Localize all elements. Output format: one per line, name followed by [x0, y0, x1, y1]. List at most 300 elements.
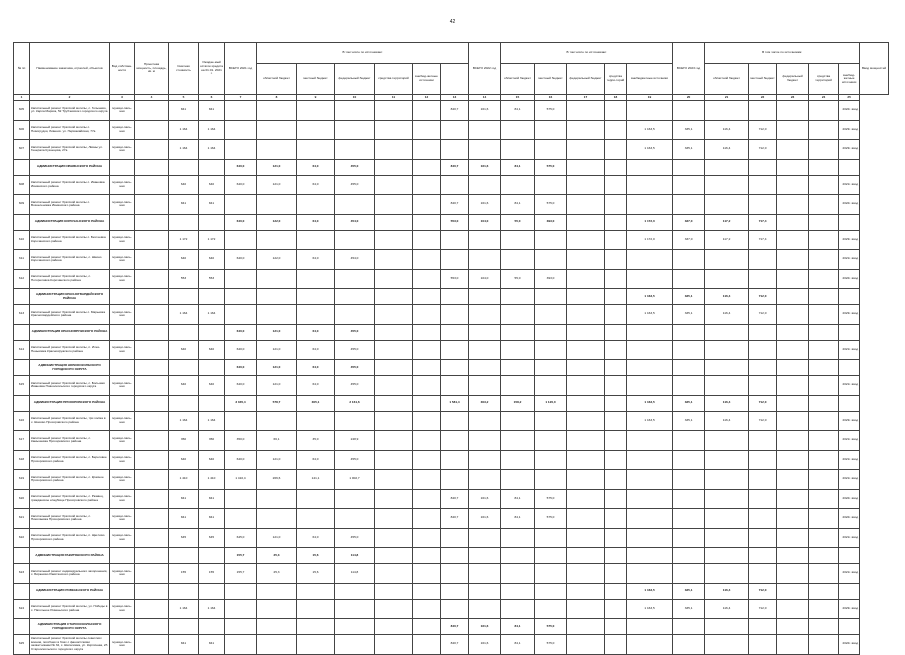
cell-c21 [705, 548, 749, 564]
cell-no: 620 [14, 489, 30, 509]
cell-c8: 122,0 [257, 214, 297, 230]
cell-c21 [705, 195, 749, 215]
cell-c23 [777, 230, 809, 250]
cell-c21: 116,4 [705, 599, 749, 619]
cell-c15: 158,2 [501, 395, 535, 411]
cell-c14: 161,6 [469, 509, 501, 529]
cell-name: Капитальный ремонт братской могилы, с. Ржавец, гражданское кладбище Прохоровского района [30, 489, 110, 509]
col-offbudget-2022: внебюджетные источники [627, 64, 673, 95]
cell-c7: 640,0 [225, 360, 257, 376]
cell-cost: 350 [169, 431, 199, 451]
cell-c15 [501, 230, 535, 250]
cell-c8 [257, 619, 297, 635]
cell-c14: 104,0 [469, 214, 501, 230]
cell-c13 [441, 120, 469, 140]
cell-c15 [501, 528, 535, 548]
cell-name: Капитальный ремонт братской могилы, с. Красное Прохоровского района [30, 470, 110, 490]
cell-c11 [375, 509, 413, 529]
cell-c19 [627, 470, 673, 490]
cell-c21 [705, 564, 749, 584]
cell-c15: 55,0 [501, 269, 535, 289]
cell-c20 [673, 635, 705, 655]
cell-c21: 116,4 [705, 140, 749, 160]
cell-c19 [627, 195, 673, 215]
cell-c20 [673, 250, 705, 270]
cell-c18 [605, 431, 627, 451]
cell-c18 [605, 324, 627, 340]
cell-c10 [335, 509, 375, 529]
cell-c23 [777, 250, 809, 270]
cell-own [110, 289, 135, 305]
cell-c20: 335,1 [673, 599, 705, 619]
cell-c14 [469, 360, 501, 376]
cell-c20 [673, 340, 705, 360]
cell-c13 [441, 411, 469, 431]
cell-no: 614 [14, 340, 30, 360]
col-local-2021: местный бюджет [297, 64, 335, 95]
cell-c25: 2021г. ввод [839, 250, 860, 270]
cell-c19 [627, 509, 673, 529]
cell-c22 [749, 528, 777, 548]
cell-c16: 575,0 [535, 159, 567, 175]
cell-c18 [605, 250, 627, 270]
cell-c12 [413, 195, 441, 215]
col-remaining-header: Ожидае-мый остаток кредита на 01.01. 2021 г. [199, 43, 225, 95]
cell-c8: 121,0 [257, 324, 297, 340]
cell-c12 [413, 509, 441, 529]
cell-c15 [501, 583, 535, 599]
cell-c22 [749, 324, 777, 340]
cell-c16 [535, 305, 567, 325]
cell-own: муници-паль-ная [110, 269, 135, 289]
cell-c10: 455,0 [335, 450, 375, 470]
cell-c23 [777, 509, 809, 529]
cell-c10: 114,8 [335, 564, 375, 584]
cell-cap [135, 289, 169, 305]
cell-c14 [469, 175, 501, 195]
cell-c23 [777, 324, 809, 340]
cell-c8: 121,0 [257, 159, 297, 175]
cell-c22: 717,4 [749, 230, 777, 250]
cell-cost: 841 [169, 489, 199, 509]
cell-own: муници-паль-ная [110, 250, 135, 270]
cell-c24 [809, 289, 839, 305]
cell-c14: 161,6 [469, 195, 501, 215]
cell-c21 [705, 489, 749, 509]
cell-c11 [375, 289, 413, 305]
cell-own [110, 324, 135, 340]
cell-name: Капитальный ремонт братской могилы с. Бехтеевка Корочанского района [30, 230, 110, 250]
cell-c20 [673, 175, 705, 195]
cell-c23 [777, 360, 809, 376]
cell-c15 [501, 140, 535, 160]
cell-c14 [469, 230, 501, 250]
cell-c17 [567, 395, 605, 411]
cell-c10 [335, 269, 375, 289]
cell-c25: 2022г. ввод [839, 635, 860, 655]
cell-name: Капитальный ремонт братской могилы, ул. Победы в с. Нагольное Ровеньского района [30, 599, 110, 619]
cell-no: 619 [14, 470, 30, 490]
column-index: 11 [375, 95, 413, 101]
cell-c21: 116,4 [705, 305, 749, 325]
cell-c13 [441, 470, 469, 490]
cell-c15: 84,1 [501, 159, 535, 175]
table-row [14, 489, 889, 509]
cell-rem: 553 [199, 269, 225, 289]
cell-c13 [441, 564, 469, 584]
col-cost-header: Сметная стоимость [169, 43, 199, 95]
cell-c21: 116,4 [705, 120, 749, 140]
col-federal-2021: федеральный бюджет [335, 64, 375, 95]
cell-name: АДМИНИСТРАЦИЯ ИВНЯНСКОГО РАЙОНА [30, 159, 110, 175]
cell-c15 [501, 324, 535, 340]
cell-c24 [809, 509, 839, 529]
cell-c24 [809, 230, 839, 250]
cell-c17 [567, 548, 605, 564]
cell-c20 [673, 376, 705, 396]
cell-c9: 141,1 [297, 470, 335, 490]
cell-c22: 712,0 [749, 583, 777, 599]
table-row [14, 376, 889, 396]
cell-c24 [809, 564, 839, 584]
cell-c10: 248,9 [335, 431, 375, 451]
cell-c10 [335, 599, 375, 619]
cell-c20: 335,1 [673, 120, 705, 140]
cell-rem: 841 [199, 489, 225, 509]
cell-c24 [809, 269, 839, 289]
cell-own: муници-паль-ная [110, 175, 135, 195]
cell-c12 [413, 583, 441, 599]
cell-c23 [777, 599, 809, 619]
cell-c23 [777, 376, 809, 396]
cell-cost [169, 548, 199, 564]
cell-c19 [627, 564, 673, 584]
cell-c18 [605, 564, 627, 584]
cell-c25: 2021г. ввод [839, 376, 860, 396]
cell-c8 [257, 269, 297, 289]
cell-cap [135, 305, 169, 325]
cell-c18 [605, 214, 627, 230]
cell-c15 [501, 470, 535, 490]
cell-c17 [567, 250, 605, 270]
cell-c16 [535, 340, 567, 360]
cell-c16 [535, 376, 567, 396]
cell-c8 [257, 120, 297, 140]
cell-c10: 455,0 [335, 360, 375, 376]
cell-c25: 2021г. ввод [839, 175, 860, 195]
cell-c12 [413, 140, 441, 160]
cell-c9 [297, 195, 335, 215]
cell-c24 [809, 159, 839, 175]
cell-c25: 2023г. ввод [839, 305, 860, 325]
cell-c14 [469, 528, 501, 548]
cell-name: Капитальный ремонт братской могилы, три холма в х. Шахово Прохоровского района [30, 411, 110, 431]
cell-cap [135, 340, 169, 360]
cell-cost [169, 395, 199, 411]
cell-c12 [413, 470, 441, 490]
cell-c13 [441, 175, 469, 195]
cell-name: Капитальный ремонт индивидуального захоронения, с. Бирюково Ракитянского района [30, 564, 110, 584]
cell-c16 [535, 230, 567, 250]
col-federal-2022: федеральный бюджет [567, 64, 605, 95]
cell-c21 [705, 360, 749, 376]
cell-cap [135, 376, 169, 396]
cell-c13: 840,7 [441, 101, 469, 121]
cell-own: муници-паль-ная [110, 411, 135, 431]
cell-cap [135, 269, 169, 289]
cell-c20 [673, 489, 705, 509]
cell-c24 [809, 599, 839, 619]
cell-c17 [567, 324, 605, 340]
cell-no: 615 [14, 376, 30, 396]
cell-name: Капитальный ремонт братской могилы с. Новогрудки, Ливенск. ул. Первомайская, 77а [30, 120, 110, 140]
cell-c22 [749, 376, 777, 396]
cell-no: 610 [14, 230, 30, 250]
cell-cost [169, 619, 199, 635]
cell-c18 [605, 340, 627, 360]
cell-c16 [535, 289, 567, 305]
cell-c13 [441, 431, 469, 451]
cell-c14 [469, 411, 501, 431]
cell-c12 [413, 548, 441, 564]
cell-c15: 84,1 [501, 101, 535, 121]
cell-no: 621 [14, 509, 30, 529]
cell-c9: 15,6 [297, 548, 335, 564]
cell-c7 [225, 635, 257, 655]
cell-c14 [469, 599, 501, 619]
cell-c11 [375, 411, 413, 431]
cell-c19: 1 163,5 [627, 583, 673, 599]
cell-rem: 1 164 [199, 411, 225, 431]
table-row [14, 470, 889, 490]
cell-c24 [809, 431, 839, 451]
cell-c10 [335, 289, 375, 305]
cell-c16 [535, 431, 567, 451]
cell-c19: 1 163,5 [627, 120, 673, 140]
cell-c16: 575,0 [535, 195, 567, 215]
cell-c18 [605, 120, 627, 140]
cell-c11 [375, 120, 413, 140]
cell-c8 [257, 489, 297, 509]
cell-c22 [749, 340, 777, 360]
column-index: 15 [501, 95, 535, 101]
cell-c13: 1 581,4 [441, 395, 469, 411]
cell-no: 624 [14, 599, 30, 619]
cell-c7 [225, 289, 257, 305]
cell-c13: 840,7 [441, 509, 469, 529]
cell-c16 [535, 360, 567, 376]
column-index: 4 [135, 95, 169, 101]
cell-cap [135, 509, 169, 529]
cell-c13 [441, 324, 469, 340]
cell-c25 [839, 289, 860, 305]
cell-c18 [605, 195, 627, 215]
cell-c12 [413, 411, 441, 431]
cell-c17 [567, 450, 605, 470]
cell-c15 [501, 289, 535, 305]
cell-no: 617 [14, 431, 30, 451]
cell-cost [169, 289, 199, 305]
cell-c19 [627, 635, 673, 655]
cell-cost: 1 164 [169, 140, 199, 160]
table-row [14, 564, 889, 584]
cell-c25: 2022г. ввод [839, 269, 860, 289]
cell-c10 [335, 635, 375, 655]
cell-no: 608 [14, 175, 30, 195]
cell-c7 [225, 269, 257, 289]
cell-c11 [375, 340, 413, 360]
cell-own: муници-паль-ная [110, 564, 135, 584]
cell-c14 [469, 450, 501, 470]
cell-c11 [375, 470, 413, 490]
cell-c10: 455,0 [335, 376, 375, 396]
column-index: 24 [809, 95, 839, 101]
cell-c23 [777, 528, 809, 548]
cell-c14: 104,0 [469, 269, 501, 289]
cell-c11 [375, 214, 413, 230]
cell-c9: 64,0 [297, 159, 335, 175]
cell-own: муници-паль-ная [110, 470, 135, 490]
cell-c8 [257, 101, 297, 121]
cell-c16 [535, 120, 567, 140]
cell-c11 [375, 269, 413, 289]
cell-c21: 116,4 [705, 583, 749, 599]
cell-c16 [535, 411, 567, 431]
cell-c19 [627, 269, 673, 289]
cell-c8: 66,1 [257, 431, 297, 451]
table-row [14, 305, 889, 325]
cell-c11 [375, 431, 413, 451]
cell-c13 [441, 528, 469, 548]
cell-c13 [441, 289, 469, 305]
cell-c11 [375, 583, 413, 599]
cell-c11 [375, 528, 413, 548]
column-index: 7 [225, 95, 257, 101]
cell-c10: 114,8 [335, 548, 375, 564]
cell-c19 [627, 250, 673, 270]
cell-own [110, 395, 135, 411]
cell-c9 [297, 599, 335, 619]
cell-own: муници-паль-ная [110, 528, 135, 548]
cell-cap [135, 195, 169, 215]
cell-cost: 640 [169, 450, 199, 470]
cell-c9: 64,0 [297, 360, 335, 376]
cell-no: 623 [14, 564, 30, 584]
cell-c14: 161,6 [469, 101, 501, 121]
cell-c11 [375, 159, 413, 175]
cell-c20 [673, 324, 705, 340]
cell-c10 [335, 619, 375, 635]
cell-c9 [297, 583, 335, 599]
cell-no [14, 395, 30, 411]
cell-c19 [627, 489, 673, 509]
cell-c22 [749, 269, 777, 289]
cell-c9: 64,0 [297, 175, 335, 195]
cell-cap [135, 470, 169, 490]
cell-rem: 1 164 [199, 120, 225, 140]
col-territorial-2022: средства терри-торий [605, 64, 627, 95]
cell-cap [135, 250, 169, 270]
cell-c10: 455,0 [335, 159, 375, 175]
cell-c20: 335,1 [673, 583, 705, 599]
cell-name: Капитальный ремонт братской могилы с. Ивановка Ивнянского района [30, 175, 110, 195]
cell-c25 [839, 619, 860, 635]
cell-c14 [469, 340, 501, 360]
cell-c7: 640,0 [225, 376, 257, 396]
cell-cost: 1 164 [169, 120, 199, 140]
col-name-header: Наименование заказчика, отраслей, объектов [30, 43, 110, 95]
cell-name: Капитальный ремонт братской могилы, с. Шеино Корочанского района [30, 250, 110, 270]
cell-c9: 64,0 [297, 324, 335, 340]
cell-rem [199, 548, 225, 564]
cell-c24 [809, 376, 839, 396]
cell-c15: 84,1 [501, 619, 535, 635]
cell-c19 [627, 159, 673, 175]
cell-c13: 840,7 [441, 159, 469, 175]
cell-name: АДМИНИСТРАЦИЯ ПРОХОРОВСКОГО РАЙОНА [30, 395, 110, 411]
cell-c19 [627, 360, 673, 376]
cell-c14: 161,6 [469, 489, 501, 509]
cell-cap [135, 175, 169, 195]
cell-c17 [567, 289, 605, 305]
column-index: 17 [567, 95, 605, 101]
cell-c23 [777, 489, 809, 509]
sources-2023-header: В том числе по источникам: [705, 43, 860, 64]
cell-c10 [335, 140, 375, 160]
cell-c10: 455,0 [335, 528, 375, 548]
cell-c17 [567, 214, 605, 230]
cell-c10: 454,0 [335, 250, 375, 270]
cell-c17 [567, 470, 605, 490]
cell-c24 [809, 175, 839, 195]
cell-c13: 553,0 [441, 269, 469, 289]
cell-c17 [567, 175, 605, 195]
cell-c23 [777, 548, 809, 564]
cell-c11 [375, 250, 413, 270]
cell-c25: 2023г. ввод [839, 140, 860, 160]
cell-c9 [297, 101, 335, 121]
cell-name: Капитальный ремонт братской могилы, Ливны ул. Генерала Кузнецова, 27а [30, 140, 110, 160]
cell-c9: 64,0 [297, 450, 335, 470]
cell-cap [135, 230, 169, 250]
cell-c15: 84,1 [501, 509, 535, 529]
cell-cost [169, 360, 199, 376]
col-regional-2023: областной бюджет [705, 64, 749, 95]
cell-c15 [501, 548, 535, 564]
column-index: 6 [199, 95, 225, 101]
cell-c11 [375, 230, 413, 250]
sources-2021-header: В том числе по источникам: [257, 43, 469, 64]
cell-c8 [257, 635, 297, 655]
cell-c8: 121,0 [257, 528, 297, 548]
cell-c17 [567, 599, 605, 619]
cell-c21: 116,4 [705, 411, 749, 431]
cell-rem: 841 [199, 635, 225, 655]
section-row [14, 324, 889, 340]
cell-c11 [375, 195, 413, 215]
cell-rem [199, 214, 225, 230]
cell-c12 [413, 289, 441, 305]
cell-c16 [535, 599, 567, 619]
table-row [14, 195, 889, 215]
cell-c18 [605, 395, 627, 411]
cell-c22 [749, 470, 777, 490]
col-input-year-header: Ввод мощностей [860, 43, 889, 95]
col-offbudget-2023: внебюд-жетные источники [839, 64, 860, 95]
section-row [14, 289, 889, 305]
column-index: 1 [14, 95, 30, 101]
cell-c11 [375, 175, 413, 195]
